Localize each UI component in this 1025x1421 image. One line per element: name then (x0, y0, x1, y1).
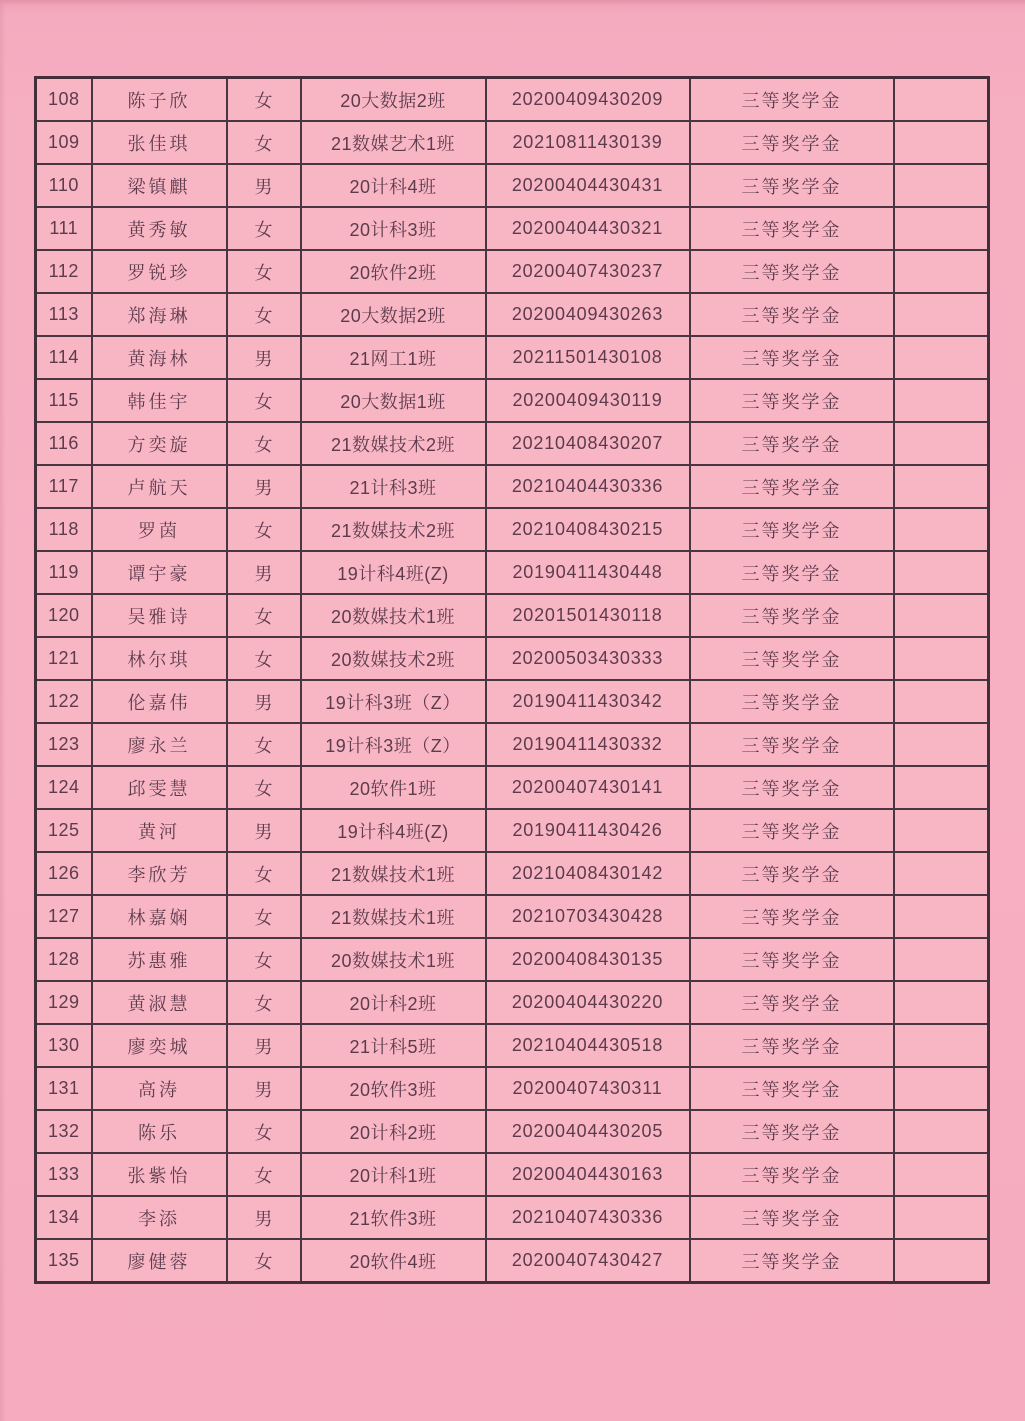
student-name-cell: 方奕旋 (92, 422, 227, 465)
gender-cell: 女 (227, 1110, 301, 1153)
student-name-cell: 廖永兰 (92, 723, 227, 766)
student-name-cell: 苏惠雅 (92, 938, 227, 981)
class-name-cell: 20软件1班 (301, 766, 486, 809)
class-name-cell: 19计科4班(Z) (301, 809, 486, 852)
row-number-cell: 130 (36, 1024, 92, 1067)
award-level-cell: 三等奖学金 (690, 551, 894, 594)
remark-cell (894, 1110, 989, 1153)
table-row (36, 637, 989, 680)
gender-cell: 男 (227, 680, 301, 723)
gender-cell: 男 (227, 1196, 301, 1239)
remark-cell (894, 981, 989, 1024)
award-level-cell: 三等奖学金 (690, 895, 894, 938)
class-name-cell: 20计科4班 (301, 164, 486, 207)
gender-cell: 男 (227, 1024, 301, 1067)
award-level-cell: 三等奖学金 (690, 766, 894, 809)
row-number-cell: 126 (36, 852, 92, 895)
award-level-cell: 三等奖学金 (690, 422, 894, 465)
student-name-cell: 罗锐珍 (92, 250, 227, 293)
award-level-cell: 三等奖学金 (690, 1067, 894, 1110)
student-name-cell: 邱雯慧 (92, 766, 227, 809)
class-name-cell: 20计科2班 (301, 1110, 486, 1153)
remark-cell (894, 121, 989, 164)
table-row (36, 1110, 989, 1153)
student-id-cell: 20210408430142 (486, 852, 690, 895)
student-id-cell: 20200404430220 (486, 981, 690, 1024)
student-name-cell: 廖奕城 (92, 1024, 227, 1067)
table-row (36, 250, 989, 293)
class-name-cell: 20数媒技术1班 (301, 594, 486, 637)
student-id-cell: 20200407430237 (486, 250, 690, 293)
table-row (36, 1024, 989, 1067)
award-level-cell: 三等奖学金 (690, 594, 894, 637)
table-row (36, 465, 989, 508)
award-level-cell: 三等奖学金 (690, 938, 894, 981)
row-number-cell: 131 (36, 1067, 92, 1110)
row-number-cell: 124 (36, 766, 92, 809)
class-name-cell: 20计科2班 (301, 981, 486, 1024)
award-level-cell: 三等奖学金 (690, 1196, 894, 1239)
remark-cell (894, 680, 989, 723)
award-level-cell: 三等奖学金 (690, 164, 894, 207)
award-level-cell: 三等奖学金 (690, 1110, 894, 1153)
row-number-cell: 134 (36, 1196, 92, 1239)
row-number-cell: 110 (36, 164, 92, 207)
class-name-cell: 20大数据2班 (301, 78, 486, 122)
student-id-cell: 20200409430209 (486, 78, 690, 122)
class-name-cell: 21数媒技术2班 (301, 508, 486, 551)
remark-cell (894, 508, 989, 551)
table-row (36, 809, 989, 852)
student-id-cell: 20200407430427 (486, 1239, 690, 1283)
student-id-cell: 20200407430311 (486, 1067, 690, 1110)
class-name-cell: 19计科3班（Z） (301, 680, 486, 723)
award-level-cell: 三等奖学金 (690, 637, 894, 680)
row-number-cell: 118 (36, 508, 92, 551)
class-name-cell: 20软件2班 (301, 250, 486, 293)
award-level-cell: 三等奖学金 (690, 809, 894, 852)
row-number-cell: 121 (36, 637, 92, 680)
student-id-cell: 20200503430333 (486, 637, 690, 680)
class-name-cell: 21计科3班 (301, 465, 486, 508)
table-row (36, 723, 989, 766)
student-id-cell: 20210407430336 (486, 1196, 690, 1239)
student-id-cell: 20190411430448 (486, 551, 690, 594)
row-number-cell: 129 (36, 981, 92, 1024)
class-name-cell: 20软件4班 (301, 1239, 486, 1283)
award-level-cell: 三等奖学金 (690, 1239, 894, 1283)
award-level-cell: 三等奖学金 (690, 250, 894, 293)
table-row (36, 293, 989, 336)
table-row (36, 766, 989, 809)
award-level-cell: 三等奖学金 (690, 508, 894, 551)
class-name-cell: 20软件3班 (301, 1067, 486, 1110)
remark-cell (894, 1024, 989, 1067)
gender-cell: 女 (227, 981, 301, 1024)
student-id-cell: 20210408430215 (486, 508, 690, 551)
gender-cell: 男 (227, 809, 301, 852)
student-name-cell: 黄淑慧 (92, 981, 227, 1024)
row-number-cell: 125 (36, 809, 92, 852)
row-number-cell: 120 (36, 594, 92, 637)
student-name-cell: 吴雅诗 (92, 594, 227, 637)
gender-cell: 女 (227, 207, 301, 250)
class-name-cell: 21软件3班 (301, 1196, 486, 1239)
row-number-cell: 111 (36, 207, 92, 250)
gender-cell: 男 (227, 164, 301, 207)
student-id-cell: 20190411430426 (486, 809, 690, 852)
gender-cell: 女 (227, 1153, 301, 1196)
remark-cell (894, 1067, 989, 1110)
student-name-cell: 卢航天 (92, 465, 227, 508)
class-name-cell: 19计科4班(Z) (301, 551, 486, 594)
student-name-cell: 罗茵 (92, 508, 227, 551)
student-id-cell: 20200409430119 (486, 379, 690, 422)
gender-cell: 女 (227, 379, 301, 422)
gender-cell: 男 (227, 336, 301, 379)
table-row (36, 1239, 989, 1283)
remark-cell (894, 1153, 989, 1196)
row-number-cell: 114 (36, 336, 92, 379)
student-name-cell: 郑海琳 (92, 293, 227, 336)
remark-cell (894, 207, 989, 250)
award-level-cell: 三等奖学金 (690, 121, 894, 164)
class-name-cell: 20数媒技术2班 (301, 637, 486, 680)
gender-cell: 男 (227, 1067, 301, 1110)
remark-cell (894, 723, 989, 766)
class-name-cell: 21计科5班 (301, 1024, 486, 1067)
row-number-cell: 115 (36, 379, 92, 422)
table-row (36, 121, 989, 164)
gender-cell: 男 (227, 465, 301, 508)
student-name-cell: 黄海林 (92, 336, 227, 379)
table-row (36, 78, 989, 122)
remark-cell (894, 551, 989, 594)
table-row (36, 594, 989, 637)
gender-cell: 女 (227, 250, 301, 293)
row-number-cell: 119 (36, 551, 92, 594)
table-row (36, 379, 989, 422)
student-id-cell: 20200404430163 (486, 1153, 690, 1196)
award-level-cell: 三等奖学金 (690, 680, 894, 723)
class-name-cell: 21数媒技术2班 (301, 422, 486, 465)
student-id-cell: 20210404430518 (486, 1024, 690, 1067)
student-id-cell: 20200404430431 (486, 164, 690, 207)
award-level-cell: 三等奖学金 (690, 723, 894, 766)
scan-edge-shadow-top (0, 0, 1025, 7)
table-row (36, 895, 989, 938)
award-level-cell: 三等奖学金 (690, 852, 894, 895)
gender-cell: 女 (227, 121, 301, 164)
table-row (36, 422, 989, 465)
gender-cell: 女 (227, 422, 301, 465)
remark-cell (894, 293, 989, 336)
award-level-cell: 三等奖学金 (690, 465, 894, 508)
student-name-cell: 陈乐 (92, 1110, 227, 1153)
student-id-cell: 20200404430205 (486, 1110, 690, 1153)
remark-cell (894, 250, 989, 293)
table-row (36, 551, 989, 594)
student-id-cell: 20201501430118 (486, 594, 690, 637)
table-row (36, 852, 989, 895)
student-name-cell: 韩佳宇 (92, 379, 227, 422)
remark-cell (894, 852, 989, 895)
award-level-cell: 三等奖学金 (690, 1024, 894, 1067)
student-id-cell: 20210703430428 (486, 895, 690, 938)
table-row (36, 508, 989, 551)
table-row (36, 207, 989, 250)
gender-cell: 女 (227, 895, 301, 938)
table-row (36, 164, 989, 207)
scholarship-table-body (36, 78, 989, 1283)
student-id-cell: 20200409430263 (486, 293, 690, 336)
row-number-cell: 127 (36, 895, 92, 938)
student-name-cell: 廖健蓉 (92, 1239, 227, 1283)
scan-edge-shadow-left (0, 0, 6, 1421)
class-name-cell: 20数媒技术1班 (301, 938, 486, 981)
student-name-cell: 李添 (92, 1196, 227, 1239)
award-level-cell: 三等奖学金 (690, 336, 894, 379)
remark-cell (894, 465, 989, 508)
student-name-cell: 黄河 (92, 809, 227, 852)
remark-cell (894, 78, 989, 122)
class-name-cell: 20大数据2班 (301, 293, 486, 336)
gender-cell: 女 (227, 637, 301, 680)
student-id-cell: 20200408430135 (486, 938, 690, 981)
table-row (36, 938, 989, 981)
student-id-cell: 20190411430342 (486, 680, 690, 723)
student-name-cell: 高涛 (92, 1067, 227, 1110)
student-name-cell: 伦嘉伟 (92, 680, 227, 723)
scholarship-table (34, 76, 990, 1284)
gender-cell: 女 (227, 293, 301, 336)
table-row (36, 1196, 989, 1239)
student-id-cell: 20211501430108 (486, 336, 690, 379)
table-row (36, 1153, 989, 1196)
student-name-cell: 张紫怡 (92, 1153, 227, 1196)
row-number-cell: 108 (36, 78, 92, 122)
table-row (36, 336, 989, 379)
remark-cell (894, 379, 989, 422)
award-level-cell: 三等奖学金 (690, 207, 894, 250)
gender-cell: 女 (227, 78, 301, 122)
class-name-cell: 20计科1班 (301, 1153, 486, 1196)
gender-cell: 女 (227, 766, 301, 809)
scholarship-roster-sheet (34, 76, 987, 1284)
award-level-cell: 三等奖学金 (690, 78, 894, 122)
student-id-cell: 20200404430321 (486, 207, 690, 250)
gender-cell: 男 (227, 551, 301, 594)
student-name-cell: 林嘉娴 (92, 895, 227, 938)
gender-cell: 女 (227, 508, 301, 551)
award-level-cell: 三等奖学金 (690, 981, 894, 1024)
student-name-cell: 谭宇豪 (92, 551, 227, 594)
remark-cell (894, 766, 989, 809)
student-name-cell: 梁镇麒 (92, 164, 227, 207)
student-name-cell: 黄秀敏 (92, 207, 227, 250)
remark-cell (894, 938, 989, 981)
student-id-cell: 20200407430141 (486, 766, 690, 809)
student-id-cell: 20210408430207 (486, 422, 690, 465)
gender-cell: 女 (227, 723, 301, 766)
row-number-cell: 123 (36, 723, 92, 766)
row-number-cell: 113 (36, 293, 92, 336)
remark-cell (894, 1196, 989, 1239)
row-number-cell: 132 (36, 1110, 92, 1153)
award-level-cell: 三等奖学金 (690, 1153, 894, 1196)
remark-cell (894, 637, 989, 680)
class-name-cell: 21数媒艺术1班 (301, 121, 486, 164)
remark-cell (894, 809, 989, 852)
student-id-cell: 20190411430332 (486, 723, 690, 766)
class-name-cell: 21数媒技术1班 (301, 895, 486, 938)
remark-cell (894, 422, 989, 465)
row-number-cell: 135 (36, 1239, 92, 1283)
table-row (36, 981, 989, 1024)
student-id-cell: 20210811430139 (486, 121, 690, 164)
gender-cell: 女 (227, 1239, 301, 1283)
row-number-cell: 122 (36, 680, 92, 723)
student-name-cell: 陈子欣 (92, 78, 227, 122)
row-number-cell: 117 (36, 465, 92, 508)
remark-cell (894, 336, 989, 379)
remark-cell (894, 164, 989, 207)
row-number-cell: 112 (36, 250, 92, 293)
class-name-cell: 20大数据1班 (301, 379, 486, 422)
class-name-cell: 19计科3班（Z） (301, 723, 486, 766)
row-number-cell: 109 (36, 121, 92, 164)
award-level-cell: 三等奖学金 (690, 293, 894, 336)
student-name-cell: 李欣芳 (92, 852, 227, 895)
gender-cell: 女 (227, 852, 301, 895)
gender-cell: 女 (227, 594, 301, 637)
table-row (36, 1067, 989, 1110)
remark-cell (894, 1239, 989, 1283)
class-name-cell: 21网工1班 (301, 336, 486, 379)
award-level-cell: 三等奖学金 (690, 379, 894, 422)
student-id-cell: 20210404430336 (486, 465, 690, 508)
row-number-cell: 116 (36, 422, 92, 465)
class-name-cell: 20计科3班 (301, 207, 486, 250)
row-number-cell: 128 (36, 938, 92, 981)
table-row (36, 680, 989, 723)
student-name-cell: 张佳琪 (92, 121, 227, 164)
gender-cell: 女 (227, 938, 301, 981)
row-number-cell: 133 (36, 1153, 92, 1196)
class-name-cell: 21数媒技术1班 (301, 852, 486, 895)
remark-cell (894, 895, 989, 938)
student-name-cell: 林尔琪 (92, 637, 227, 680)
remark-cell (894, 594, 989, 637)
